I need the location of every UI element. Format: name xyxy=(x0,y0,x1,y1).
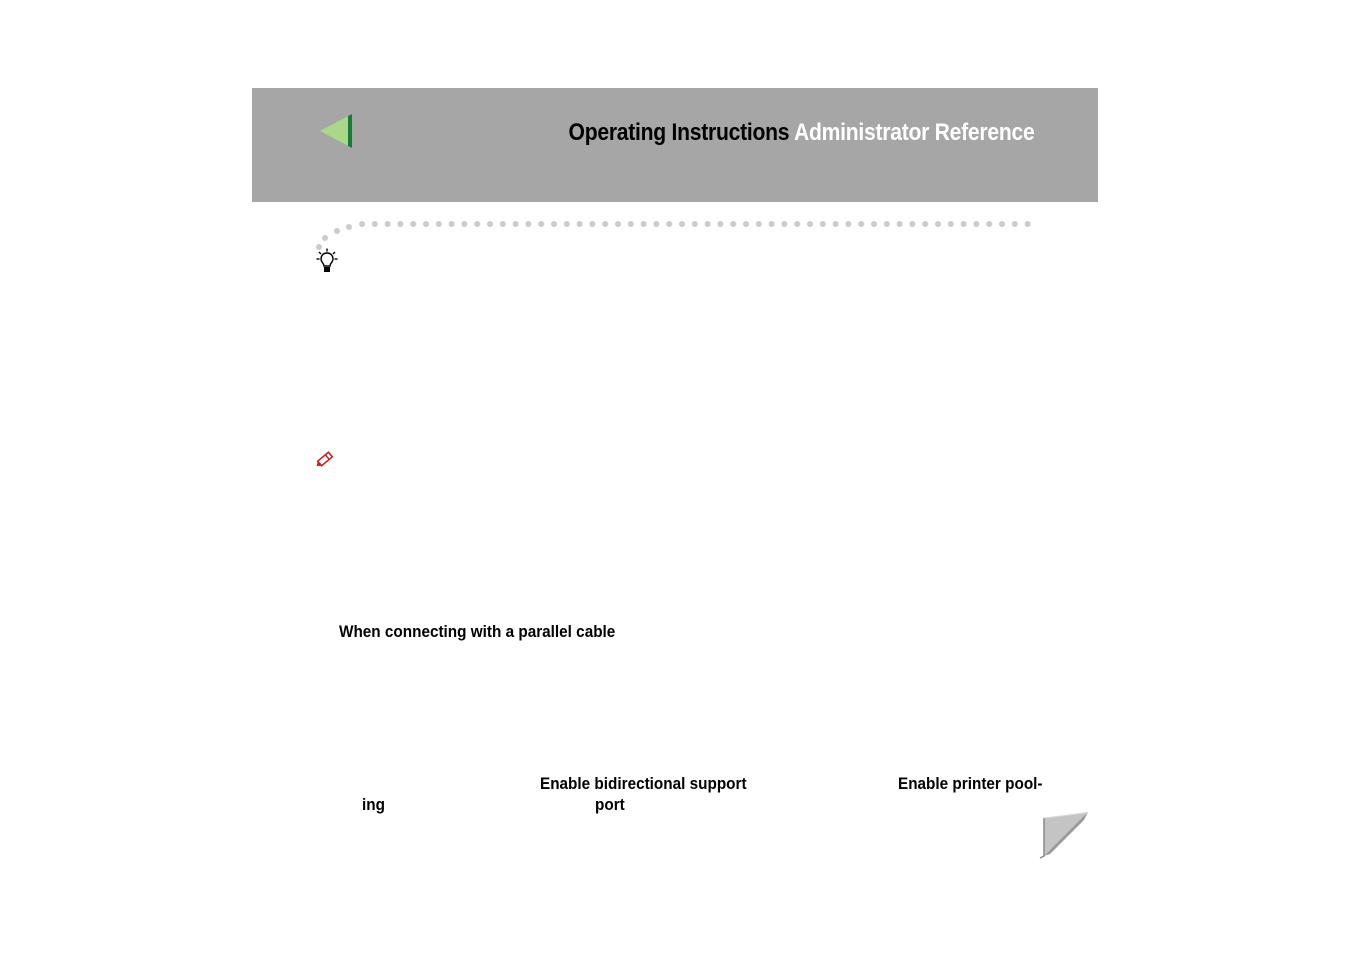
divider-dot xyxy=(487,221,493,227)
label-enable-pooling: Enable printer pool- xyxy=(898,774,1043,793)
divider-dot xyxy=(692,221,698,227)
page-header xyxy=(252,88,1098,202)
divider-dot xyxy=(525,221,531,227)
divider-dot xyxy=(666,221,672,227)
pencil-icon xyxy=(315,450,335,468)
divider-dot xyxy=(999,221,1005,227)
divider-dot xyxy=(410,221,416,227)
divider-dot xyxy=(359,221,365,227)
divider-dot xyxy=(346,224,352,230)
divider-dot xyxy=(756,221,762,227)
divider-dot xyxy=(769,221,775,227)
page-title xyxy=(568,119,1034,147)
divider-dot xyxy=(641,221,647,227)
divider-dot xyxy=(1012,221,1018,227)
divider-dot xyxy=(922,221,928,227)
divider-dot xyxy=(717,221,723,227)
divider-dot xyxy=(449,221,455,227)
divider-dot xyxy=(871,221,877,227)
lightbulb-icon xyxy=(316,248,338,274)
divider-dot xyxy=(322,235,328,241)
title-main: Operating Instructions xyxy=(568,119,789,146)
divider-dot xyxy=(397,221,403,227)
divider-dot xyxy=(602,221,608,227)
divider-dot xyxy=(858,221,864,227)
label-enable-bidirectional: Enable bidirectional support xyxy=(540,774,747,793)
divider-dot xyxy=(820,221,826,227)
next-page-icon[interactable] xyxy=(1038,810,1090,860)
divider-dot xyxy=(743,221,749,227)
divider-dot xyxy=(884,221,890,227)
divider-dot xyxy=(961,221,967,227)
divider-dot xyxy=(372,221,378,227)
divider-dot xyxy=(807,221,813,227)
divider-dot xyxy=(909,221,915,227)
back-arrow-icon[interactable] xyxy=(318,114,354,150)
divider-dot xyxy=(423,221,429,227)
divider-dot xyxy=(730,221,736,227)
divider-dot xyxy=(589,221,595,227)
label-port: port xyxy=(595,795,625,814)
divider-dot xyxy=(551,221,557,227)
divider-dot xyxy=(436,221,442,227)
divider-dot xyxy=(897,221,903,227)
divider-dot xyxy=(461,221,467,227)
divider-dot xyxy=(474,221,480,227)
divider-dot xyxy=(948,221,954,227)
divider-dot xyxy=(564,221,570,227)
divider-dot xyxy=(334,228,340,234)
divider-dot xyxy=(653,221,659,227)
divider-dot xyxy=(538,221,544,227)
divider-dot xyxy=(794,221,800,227)
divider-dot xyxy=(1025,221,1031,227)
divider-dot xyxy=(615,221,621,227)
divider-dot xyxy=(577,221,583,227)
divider-dot xyxy=(845,221,851,227)
divider-dot xyxy=(385,221,391,227)
divider-dot xyxy=(935,221,941,227)
divider-dot xyxy=(500,221,506,227)
divider-dot xyxy=(679,221,685,227)
heading-parallel-cable: When connecting with a parallel cable xyxy=(339,622,616,641)
divider-dot xyxy=(833,221,839,227)
divider-dot xyxy=(973,221,979,227)
divider-dot xyxy=(986,221,992,227)
dotted-divider xyxy=(310,216,1040,256)
label-pooling-continued: ing xyxy=(362,795,385,814)
divider-dot xyxy=(705,221,711,227)
divider-dot xyxy=(781,221,787,227)
divider-dot xyxy=(513,221,519,227)
title-sub: Administrator Reference xyxy=(793,119,1034,146)
divider-dot xyxy=(628,221,634,227)
